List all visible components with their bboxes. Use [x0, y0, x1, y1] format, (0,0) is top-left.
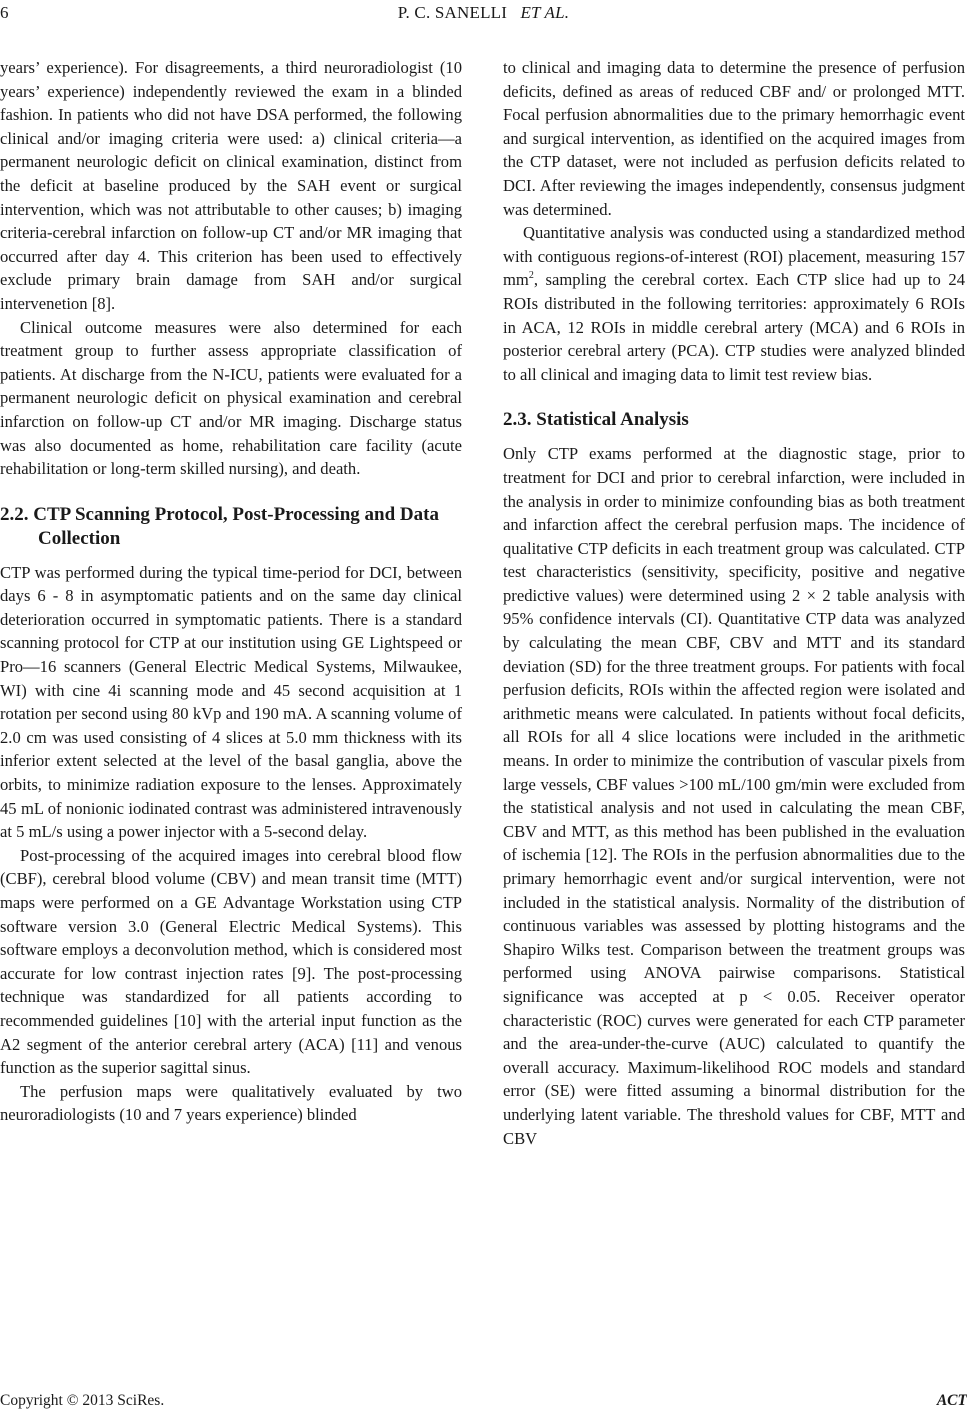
paragraph: Clinical outcome measures were also determined for each treatment group to further assess appropriate classification of patients. At discharge from the N-ICU, patients were evaluated for a permanent neurologic deficit on physical examination and cerebral infarction on follow-up CT and/or MR imaging. Discharge status was also documented as home, rehabilitation care facility (acute rehabilitation or long-term skilled nursing), and death. [0, 317, 462, 479]
paragraph: The perfusion maps were qualitatively evaluated by two neuroradiologists (10 and 7 years experience) blinded [0, 1081, 462, 1125]
paragraph: to clinical and imaging data to determine the presence of perfusion deficits, defined as areas of reduced CBF and/ or prolonged MTT. Focal perfusion abnormalities due to the primary hemorrhagic event and surgical intervention, as identified on the acquired images from the CTP dataset, were not included as perfusion deficits related to DCI. After reviewing the images independently, consensus judgment was determined. [503, 58, 965, 219]
copyright-notice: Copyright © 2013 SciRes. [0, 1392, 165, 1409]
paragraph: years’ experience). For disagreements, a third neuroradiologist (10 years’ experience) independently reviewed the exam in a blinded fashion. In patients who did not have DSA performed, the following clinical and/or imaging criteria were used: a) clinical criteria—a permanent neurologic deficit on clinical examination, distinct from the deficit at baseline produced by the SAH event or surgical intervention, which was not attributable to other causes; b) imaging criteria-cerebral infarction on follow-up CT and/or MR imaging that occurred after day 4. This criterion has been used to effectively exclude primary brain damage from SAH and/or surgical intervenetion [8]. [0, 58, 462, 313]
section-heading-2-2: 2.2. CTP Scanning Protocol, Post-Processing and Data Collection [0, 503, 439, 549]
authors-names: P. C. SANELLI [397, 3, 508, 22]
left-column [0, 56, 462, 1127]
running-head [0, 3, 967, 25]
section-heading-2-3: 2.3. Statistical Analysis [503, 409, 689, 431]
paragraph: CTP was performed during the typical time-period for DCI, between days 6 - 8 in asymptomatic patients and on the same day clinical deterioration occurred in symptomatic patients. There is a standard scanning protocol for CTP at our institution using GE Lightspeed or Pro—16 scanners (General Electric Medical Systems, Milwaukee, WI) with cine 4i scanning mode and 45 second acquisition at 1 rotation per second using 80 kVp and 190 mA. A scanning volume of 2.0 cm was used consisting of 4 slices at 5.0 mm thickness with its inferior extent selected at the level of the basal ganglia, above the orbits, to minimize radiation exposure to the lenses. Approximately 45 mL of nonionic iodinated contrast was administered intravenously at 5 mL/s using a power injector with a 5-second delay. [0, 562, 462, 842]
text-span: Quantitative analysis was conducted using a standardized method with contiguous regions-of-interest (ROI) placement, measuring 157 mm [503, 223, 965, 290]
running-head-authors [0, 3, 967, 23]
paragraph: Post-processing of the acquired images into cerebral blood flow (CBF), cerebral blood volume (CBV) and mean transit time (MTT) maps were performed on a GE Advantage Workstation using CTP software version 3.0 (General Electric Medical Systems). This software employs a deconvolution method, which is considered most accurate for low contrast injection rates [9]. The post-processing technique was standardized for all patients according to recommended guidelines [10] with the arterial input function as the A2 segment of the anterior cerebral artery (ACA) [11] and venous function as the superior sagittal sinus. [0, 845, 462, 1078]
paragraph [503, 221, 965, 386]
journal-abbreviation: ACT [936, 1392, 967, 1409]
page-number: 6 [0, 3, 9, 22]
text-span: , sampling the cerebral cortex. Each CTP slice had up to 24 ROIs distributed in the following territories: approximately 6 ROIs in ACA, 12 ROIs in middle cerebral artery (MCA) and 6 ROIs in posterior cerebral artery (PCA). CTP studies were analyzed blinded to all clinical and imaging data to limit test review bias. [503, 270, 965, 384]
authors-et-al: ET AL. [520, 3, 570, 22]
right-column [503, 56, 965, 1150]
superscript: 2 [528, 270, 534, 282]
paragraph: Only CTP exams performed at the diagnostic stage, prior to treatment for DCI and prior to cerebral infarction, were included in the analysis in order to minimize confounding bias as both treatment and infarction affect the cerebral perfusion maps. The incidence of qualitative CTP deficits in each treatment group was calculated. CTP test characteristics (sensitivity, specificity, positive and negative predictive values) were determined using 2 × 2 table analysis with 95% confidence intervals (CI). Quantitative CTP data was analyzed by calculating the mean CBF, CBV and MTT and its standard deviation (SD) for the three treatment groups. For patients with focal perfusion deficits, ROIs within the affected region were isolated and arithmetic means were calculated. In patients without focal deficits, all ROIs for all 4 slice locations were included in the arithmetic means. In order to minimize the contribution of vascular pixels from large vessels, CBF values >100 mL/100 gm/min were excluded from the statistical analysis and not used in calculating the mean CBF, CBV and MTT, as this method has been published in the evaluation of ischemia [12]. The ROIs in the perfusion abnormalities due to the primary hemorrhagic event and/or surgical intervention, were not included in the statistical analysis. Normality of the distribution of continuous variables was assessed by plotting histograms and the Shapiro Wilks test. Comparison between the treatment groups was performed using ANOVA pairwise comparisons. Statistical significance was accepted at p < 0.05. Receiver operator characteristic (ROC) curves were generated for each CTP parameter and the area-under-the-curve (AUC) calculated to quantify the overall accuracy. Maximum-likelihood ROC models and standard error (SE) were fitted assuming a binormal distribution for the underlying latent variable. The threshold values for CBF, MTT and CBV [503, 444, 965, 1148]
